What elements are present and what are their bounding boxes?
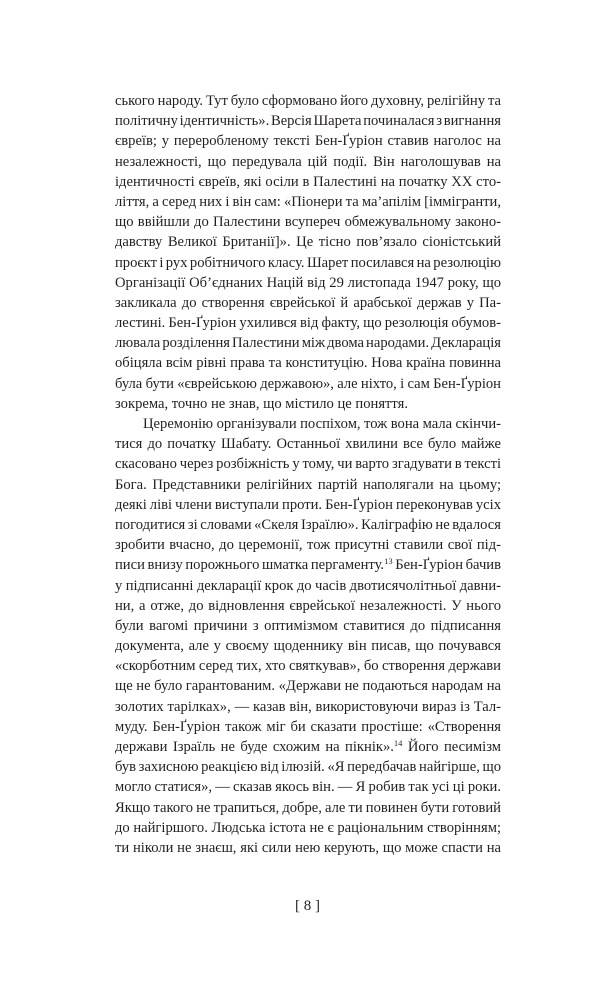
text-line-content xyxy=(115,838,501,858)
text-line-content xyxy=(115,818,501,838)
text-segment: ідентичності євреїв, які осіли в Палестині на початку XX сто- xyxy=(115,173,501,190)
text-line xyxy=(115,293,501,313)
text-segment: писи внизу порожнього шматка пергаменту. xyxy=(115,557,385,574)
text-line-content xyxy=(115,535,501,555)
text-line xyxy=(115,232,501,252)
text-line xyxy=(115,353,501,373)
text-line-content xyxy=(115,212,501,232)
text-line-content xyxy=(115,333,501,353)
text-segment: держави Ізраїль не буде схожим на пікнік». xyxy=(115,739,394,755)
text-line-content xyxy=(115,495,501,515)
text-segment: були вагомі причини з оптимізмом ставитися до підписання xyxy=(115,617,501,634)
text-segment: скасовано через розбіжність у тому, чи варто згадувати в тексті xyxy=(115,456,501,473)
text-segment: обіцяла всім рівні права та конституцію. Нова країна повинна xyxy=(115,355,501,372)
text-line xyxy=(115,555,501,575)
text-line-content xyxy=(115,192,501,212)
text-segment: давству Великої Британії]». Це тісно пов’язало сіоністський xyxy=(115,234,501,251)
text-segment: зробити вчасно, до церемонії, тож присутні ставили свої під- xyxy=(115,537,501,554)
text-segment: ліття, а серед них і він сам: «Піонери та ма’апілім [іммігранти, xyxy=(115,193,501,210)
text-line xyxy=(115,172,501,192)
text-segment: Організації Об’єднаних Націй від 29 листопада 1947 року, що xyxy=(115,274,501,291)
text-segment: погодитися зі словами «Скеля Ізраїлю». Каліграфію не вдалося xyxy=(115,516,501,533)
text-line xyxy=(115,273,501,293)
text-line xyxy=(115,697,501,717)
text-line xyxy=(115,152,501,172)
text-line xyxy=(115,818,501,838)
text-line-content xyxy=(115,737,501,757)
text-line xyxy=(115,454,501,474)
text-segment: політичну ідентичність». Версія Шарета починалася з вигнання xyxy=(115,113,501,130)
text-segment: незалежності, що передувала цій події. Він наголошував на xyxy=(115,153,501,170)
text-line xyxy=(115,91,501,111)
text-segment: муду. Бен-Ґуріон також міг би сказати простіше: «Створення xyxy=(115,718,501,735)
text-line xyxy=(115,495,501,515)
text-segment: ти ніколи не знаєш, які сили нею керують, що може спасти на xyxy=(115,839,501,856)
text-line xyxy=(115,676,501,696)
text-line-content xyxy=(115,798,501,818)
text-line xyxy=(115,596,501,616)
text-segment: була бути «єврейською державою», але ніхто, і сам Бен-Ґуріон xyxy=(115,375,501,392)
text-line-content xyxy=(115,414,501,434)
text-segment: документа, але у своєму щоденнику він писав, що почувався xyxy=(115,638,501,655)
text-line-content xyxy=(115,353,501,373)
text-line-content xyxy=(115,91,501,111)
text-line xyxy=(115,212,501,232)
text-segment: ни, а отже, до відновлення єврейської незалежності. У нього xyxy=(115,597,501,614)
text-line-content xyxy=(115,616,501,636)
text-line-content xyxy=(115,656,501,676)
text-line xyxy=(115,616,501,636)
text-line xyxy=(115,394,501,414)
text-line-content xyxy=(115,374,501,394)
text-segment: тися до початку Шабату. Останньої хвилини все було майже xyxy=(115,436,501,453)
text-line xyxy=(115,192,501,212)
text-segment: у підписанні декларації крок до часів двотисячолітньої давни- xyxy=(115,577,501,594)
text-line-content xyxy=(115,676,501,696)
text-line-content xyxy=(115,394,408,414)
text-line xyxy=(115,515,501,535)
text-line xyxy=(115,757,501,777)
text-line-content xyxy=(115,777,501,797)
text-line xyxy=(115,656,501,676)
text-line-content xyxy=(115,717,501,737)
text-line xyxy=(115,535,501,555)
text-line-content xyxy=(115,111,501,131)
text-line xyxy=(115,313,501,333)
text-line-content xyxy=(115,232,501,252)
text-segment: Бога. Представники релігійних партій наполягали на цьому; xyxy=(115,476,501,493)
text-line xyxy=(115,374,501,394)
text-line-content xyxy=(115,152,501,172)
text-line xyxy=(115,636,501,656)
text-line xyxy=(115,333,501,353)
footnote-ref: 13 xyxy=(384,556,393,567)
text-segment: Церемонію організували поспіхом, тож вона мала скінчи- xyxy=(143,416,501,432)
text-line-content xyxy=(115,131,501,151)
text-segment: ського народу. Тут було сформовано його духовну, релігійну та xyxy=(115,93,501,109)
text-line-content xyxy=(115,555,501,575)
text-segment: могло статися», — сказав якось він. — Я робив так усі ці роки. xyxy=(115,779,501,796)
text-segment: лювала розділення Палестини між двома народами. Декларація xyxy=(115,335,501,352)
text-segment: проєкт і рух робітничого класу. Шарет посилався на резолюцію xyxy=(115,254,501,271)
text-line-content xyxy=(115,475,501,495)
text-line-content xyxy=(115,434,501,454)
text-segment: ще не було гарантованим. «Держави не подаються народам на xyxy=(115,678,501,695)
text-segment: «скорботним серед тих, хто святкував», бо створення держави xyxy=(115,658,501,675)
text-line xyxy=(115,576,501,596)
body-text xyxy=(115,91,501,858)
text-line-content xyxy=(115,697,501,717)
text-line-content xyxy=(115,636,501,656)
text-line xyxy=(115,717,501,737)
text-segment: євреїв; у переробленому тексті Бен-Ґуріон ставив наголос на xyxy=(115,133,501,150)
text-segment: лестині. Бен-Ґуріон ухилився від факту, що резолюція обумов- xyxy=(115,315,501,332)
text-line xyxy=(115,798,501,818)
text-line-content xyxy=(115,172,501,192)
text-line-content xyxy=(115,757,501,777)
text-line xyxy=(115,414,501,434)
text-line-content xyxy=(115,515,501,535)
text-segment: Якщо такого не трапиться, добре, але ти повинен бути готовий xyxy=(115,799,501,816)
text-segment: до найгіршого. Людська істота не є раціональним створінням; xyxy=(115,819,501,836)
page-number: [ 8 ] xyxy=(295,898,320,914)
text-segment: Його песимізм xyxy=(402,739,501,755)
text-segment: що ввійшли до Палестини всупереч обмежувальному законо- xyxy=(115,214,501,231)
text-line xyxy=(115,253,501,273)
text-line-content xyxy=(115,293,501,313)
text-line xyxy=(115,434,501,454)
text-line xyxy=(115,838,501,858)
text-segment: золотих тарілках», — казав він, використовуючи вираз із Тал- xyxy=(115,698,501,715)
text-segment: зокрема, точно не знав, що містило це поняття. xyxy=(115,395,408,412)
text-line-content xyxy=(115,313,501,333)
text-line-content xyxy=(115,273,501,293)
text-line xyxy=(115,475,501,495)
text-segment: був захисною реакцією від ілюзій. «Я передбачав найгірше, що xyxy=(115,759,501,776)
text-line xyxy=(115,131,501,151)
text-line xyxy=(115,111,501,131)
text-line-content xyxy=(115,253,501,273)
text-line xyxy=(115,777,501,797)
footnote-ref: 14 xyxy=(393,738,403,748)
text-line-content xyxy=(115,454,501,474)
text-line xyxy=(115,737,501,757)
text-segment: Бен-Ґуріон бачив xyxy=(392,557,501,574)
text-line-content xyxy=(115,576,501,596)
text-line-content xyxy=(115,596,501,616)
text-segment: деякі ліві члени виступали проти. Бен-Ґуріон переконував усіх xyxy=(115,496,501,513)
text-segment: закликала до створення єврейської й арабської держав у Па- xyxy=(115,294,501,311)
